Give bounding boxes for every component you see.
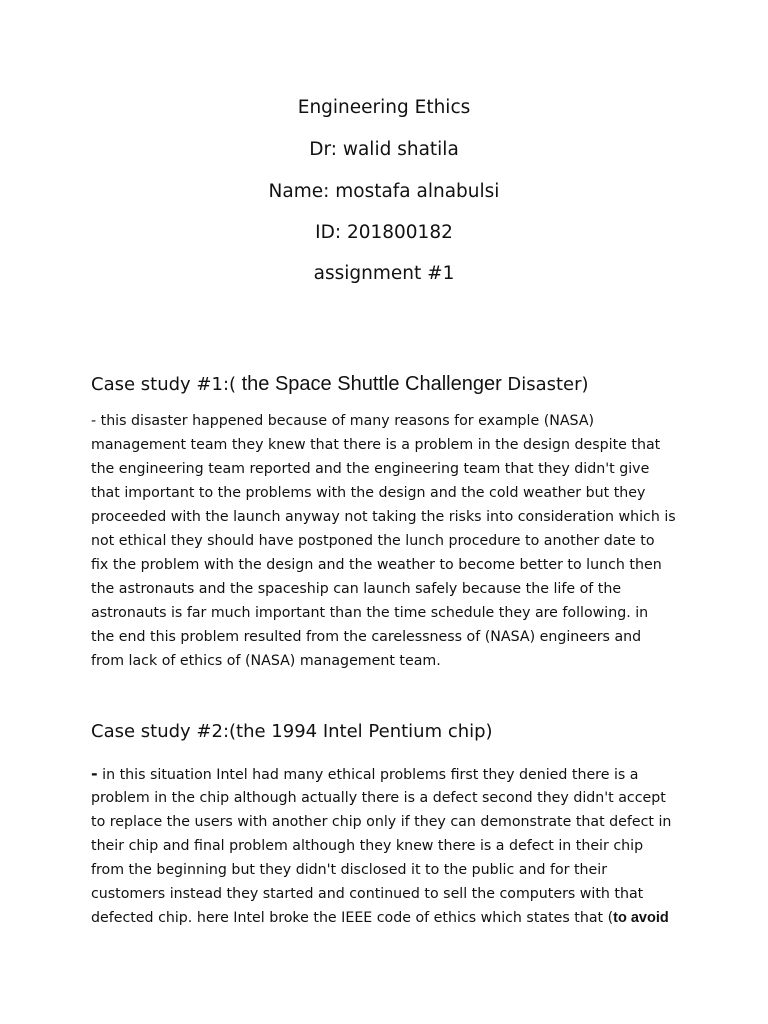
paragraph-line: the engineering team reported and the engineering team that they didn't give	[91, 461, 650, 477]
paragraph-line: astronauts is far much important than the time schedule they are following. in	[91, 605, 649, 621]
bold-quote-start: to avoid	[613, 910, 669, 926]
case-study-1-heading-suffix: Disaster)	[507, 374, 589, 395]
paragraph-line-text: defected chip. here Intel broke the IEEE code of ethics which states that (	[91, 910, 614, 926]
paragraph-line: the end this problem resulted from the carelessness of (NASA) engineers and	[91, 629, 642, 645]
paragraph-line: to replace the users with another chip only if they can demonstrate that defect in	[91, 814, 672, 830]
paragraph-line-text: in this situation Intel had many ethical problems first they denied there is a	[97, 767, 639, 783]
paragraph-line: the astronauts and the spaceship can launch safely because the life of the	[91, 581, 622, 597]
paragraph-line: from lack of ethics of (NASA) management team.	[91, 653, 441, 669]
dash-marker: -	[91, 764, 98, 783]
paragraph-line: from the beginning but they didn't disclosed it to the public and for their	[91, 862, 608, 878]
paragraph-line: fix the problem with the design and the weather to become better to lunch then	[91, 557, 662, 573]
paragraph-line: - this disaster happened because of many reasons for example (NASA)	[91, 413, 595, 429]
paragraph-line: proceeded with the launch anyway not taking the risks into consideration which is	[91, 509, 676, 525]
paragraph-line: not ethical they should have postponed the lunch procedure to another date to	[91, 533, 655, 549]
case-study-2-heading: Case study #2:(the 1994 Intel Pentium chip)	[91, 721, 493, 742]
paragraph-line: their chip and final problem although they knew there is a defect in their chip	[91, 838, 644, 854]
case-study-1-paragraph	[91, 409, 691, 673]
student-name-line: Name: mostafa alnabulsi	[268, 181, 500, 202]
instructor-line: Dr: walid shatila	[309, 139, 459, 160]
case-study-1-heading-prefix: Case study #1:(	[91, 374, 237, 395]
course-title: Engineering Ethics	[297, 97, 471, 118]
paragraph-line: customers instead they started and continued to sell the computers with that	[91, 886, 644, 902]
paragraph-line: management team they knew that there is a problem in the design despite that	[91, 437, 661, 453]
student-id-line: ID: 201800182	[315, 222, 453, 243]
case-study-1-heading-title: the Space Shuttle Challenger	[236, 373, 508, 395]
paragraph-line	[91, 762, 691, 786]
paragraph-line: that important to the problems with the design and the cold weather but they	[91, 485, 646, 501]
case-study-1-heading	[91, 372, 589, 397]
case-study-2-paragraph	[91, 762, 691, 930]
paragraph-line: problem in the chip although actually there is a defect second they didn't accept	[91, 790, 666, 806]
paragraph-line	[91, 906, 691, 930]
assignment-line: assignment #1	[313, 263, 455, 284]
